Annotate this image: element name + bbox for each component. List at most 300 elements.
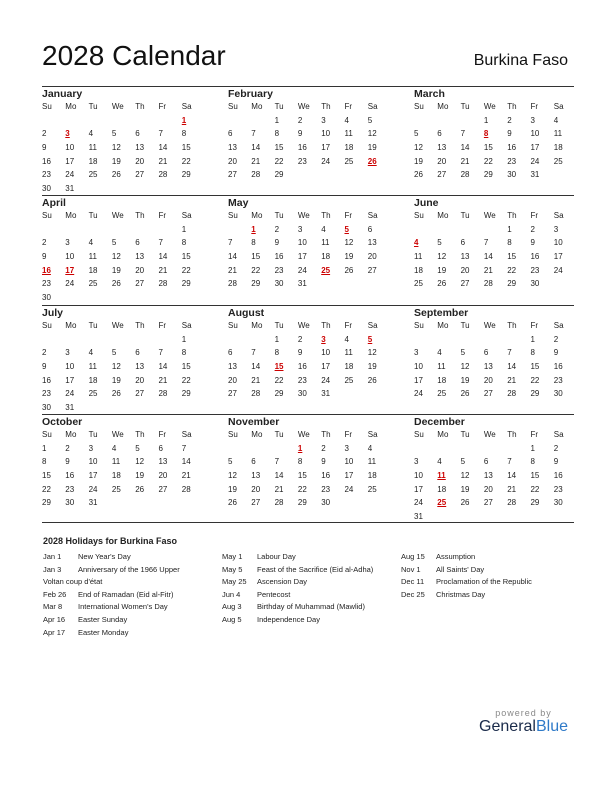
day: 11 (321, 238, 330, 248)
day: 8 (530, 457, 535, 467)
day: 16 (507, 143, 517, 153)
weekday-header: Mo (437, 430, 449, 440)
weekday-header: Fr (530, 211, 539, 221)
day: 29 (507, 279, 517, 289)
weekday-header: We (297, 430, 310, 440)
holiday-column (401, 551, 581, 601)
holiday-row (222, 589, 402, 602)
day: 26 (414, 170, 423, 180)
day: 4 (367, 443, 373, 453)
holiday-name: Ascension Day (257, 577, 308, 587)
weekday-header: Sa (367, 430, 378, 440)
day: 7 (158, 129, 163, 139)
day: 12 (111, 362, 121, 372)
day: 11 (344, 129, 353, 139)
holiday-day: 8 (483, 129, 489, 139)
day: 24 (65, 279, 75, 289)
day: 6 (251, 457, 256, 467)
weekday-header: Mo (437, 211, 449, 221)
weekday-header: Tu (274, 430, 284, 440)
weekday-header: Th (135, 102, 145, 112)
day: 29 (251, 279, 261, 289)
day: 5 (111, 348, 117, 358)
day: 19 (367, 143, 377, 153)
day: 9 (553, 348, 559, 358)
month-june (414, 197, 574, 291)
holiday-day: 15 (274, 362, 284, 372)
holiday-row (43, 614, 223, 627)
month-name: September (414, 307, 469, 319)
day: 1 (181, 224, 187, 234)
day: 10 (65, 362, 75, 372)
day: 31 (88, 498, 98, 508)
day: 23 (297, 375, 307, 385)
day: 13 (367, 238, 377, 248)
day: 8 (274, 129, 280, 139)
day: 9 (274, 238, 280, 248)
day: 24 (553, 265, 563, 275)
day: 16 (297, 143, 307, 153)
day: 20 (228, 375, 237, 385)
day: 25 (437, 389, 447, 399)
day: 10 (88, 457, 98, 467)
day: 19 (344, 252, 354, 262)
weekday-header: Fr (158, 211, 167, 221)
day: 3 (344, 443, 349, 453)
day: 4 (88, 129, 94, 139)
weekday-header: Su (414, 430, 424, 440)
holiday-day: 26 (367, 156, 377, 166)
day: 8 (42, 457, 47, 467)
day: 21 (158, 156, 168, 166)
day: 11 (414, 252, 423, 262)
day: 28 (274, 498, 284, 508)
weekday-header: Su (228, 321, 238, 331)
day: 3 (414, 348, 419, 358)
day: 6 (437, 129, 442, 139)
day: 4 (321, 224, 326, 234)
day: 19 (414, 156, 423, 166)
day: 15 (181, 143, 191, 153)
day: 27 (135, 389, 145, 399)
day: 12 (111, 143, 121, 153)
day: 26 (135, 484, 145, 494)
weekday-header: Tu (274, 321, 284, 331)
weekday-header: Sa (181, 102, 192, 112)
day: 22 (181, 156, 191, 166)
weekday-header: We (111, 102, 124, 112)
month-name: January (42, 88, 83, 100)
day: 16 (42, 156, 51, 166)
weekday-header: Tu (88, 321, 98, 331)
weekday-header: Su (414, 211, 424, 221)
day: 22 (530, 484, 540, 494)
day: 17 (553, 252, 563, 262)
holidays-title: 2028 Holidays for Burkina Faso (43, 536, 178, 546)
day: 24 (344, 484, 354, 494)
day: 10 (321, 348, 331, 358)
day: 11 (553, 129, 563, 139)
weekday-header: Fr (344, 321, 353, 331)
day: 22 (274, 375, 284, 385)
day: 24 (414, 498, 423, 508)
day: 17 (414, 484, 423, 494)
day: 16 (553, 471, 563, 481)
holiday-day: 3 (65, 129, 70, 139)
weekday-header: Sa (367, 102, 378, 112)
holiday-day: 4 (414, 238, 419, 248)
holiday-row (43, 551, 223, 564)
day: 9 (530, 238, 535, 248)
day: 21 (251, 156, 261, 166)
day: 23 (507, 156, 517, 166)
day: 13 (135, 252, 145, 262)
day: 26 (111, 170, 121, 180)
day: 18 (321, 252, 331, 262)
day: 19 (460, 375, 470, 385)
month-july (42, 307, 202, 414)
holiday-date: Mar 8 (43, 602, 63, 612)
day: 31 (65, 183, 75, 193)
brand-general: General (479, 718, 536, 735)
month-grid (42, 428, 202, 510)
month-december (414, 416, 574, 523)
day: 12 (414, 143, 423, 153)
holiday-name: Birthday of Muhammad (Mawlid) (257, 602, 365, 612)
holiday-date: Dec 11 (401, 577, 425, 587)
day: 7 (507, 457, 512, 467)
day: 16 (321, 471, 331, 481)
day: 29 (530, 498, 540, 508)
weekday-header: Th (321, 430, 331, 440)
day: 24 (530, 156, 540, 166)
month-april (42, 197, 202, 304)
month-name: February (228, 88, 273, 100)
holiday-name: Christmas Day (436, 589, 486, 599)
holiday-row (401, 589, 581, 602)
day: 13 (135, 362, 145, 372)
day: 27 (367, 265, 377, 275)
day: 12 (111, 252, 121, 262)
weekday-header: Sa (553, 102, 564, 112)
weekday-header: We (297, 321, 310, 331)
day: 7 (181, 443, 187, 453)
day: 5 (228, 457, 233, 467)
month-grid (42, 319, 202, 414)
holiday-name: Assumption (436, 552, 476, 561)
month-february (228, 88, 388, 182)
month-november (228, 416, 388, 510)
day: 26 (367, 375, 377, 385)
month-grid (228, 209, 388, 291)
weekday-header: We (297, 211, 310, 221)
day: 10 (553, 238, 563, 248)
holiday-day: 1 (297, 443, 303, 453)
day: 14 (251, 143, 261, 153)
holiday-date: Jun 4 (222, 589, 241, 599)
day: 17 (88, 471, 98, 481)
holiday-name: All Saints' Day (436, 564, 485, 574)
month-grid (414, 209, 574, 291)
day: 18 (437, 375, 447, 385)
day: 10 (414, 471, 423, 481)
day: 30 (507, 170, 517, 180)
day: 11 (437, 362, 446, 372)
weekday-header: Fr (344, 211, 353, 221)
month-name: March (414, 88, 445, 100)
day: 9 (297, 129, 303, 139)
holiday-name: Easter Sunday (78, 614, 128, 624)
day: 23 (297, 156, 307, 166)
day: 27 (483, 498, 493, 508)
day: 4 (553, 115, 559, 125)
day: 18 (437, 484, 447, 494)
day: 6 (228, 129, 233, 139)
weekday-header: We (483, 102, 496, 112)
holiday-name: Feast of the Sacrifice (Eid al-Adha) (257, 564, 374, 574)
day: 9 (297, 348, 303, 358)
day: 13 (135, 143, 145, 153)
day: 8 (181, 238, 187, 248)
day: 1 (507, 224, 512, 234)
day: 20 (483, 484, 493, 494)
weekday-header: Mo (251, 102, 263, 112)
holiday-row (43, 564, 223, 577)
day: 28 (507, 498, 517, 508)
day: 22 (181, 375, 191, 385)
day: 25 (88, 170, 98, 180)
day: 20 (367, 252, 377, 262)
day: 22 (530, 375, 540, 385)
day: 30 (530, 279, 540, 289)
holiday-column (43, 551, 223, 639)
day: 3 (414, 457, 419, 467)
weekday-header: Sa (181, 321, 192, 331)
weekday-header: Mo (65, 430, 77, 440)
day: 30 (65, 498, 75, 508)
day: 6 (483, 348, 489, 358)
day: 21 (507, 375, 517, 385)
holiday-name: End of Ramadan (Eid al-Fitr) (78, 589, 174, 599)
day: 20 (437, 156, 447, 166)
day: 2 (321, 443, 326, 453)
day: 15 (274, 143, 284, 153)
day: 28 (460, 170, 470, 180)
day: 19 (111, 375, 121, 385)
day: 9 (507, 129, 512, 139)
day: 25 (111, 484, 121, 494)
day: 23 (274, 265, 284, 275)
day: 7 (483, 238, 489, 248)
weekday-header: Fr (158, 102, 167, 112)
weekday-header: Su (42, 211, 52, 221)
weekday-header: Fr (344, 102, 353, 112)
day: 2 (553, 443, 559, 453)
day: 11 (88, 362, 97, 372)
brand-blue: Blue (535, 718, 568, 735)
holiday-name: Pentecost (257, 589, 291, 599)
day: 9 (553, 457, 559, 467)
day: 29 (483, 170, 493, 180)
day: 14 (228, 252, 237, 262)
day: 29 (530, 389, 540, 399)
day: 19 (437, 265, 447, 275)
day: 10 (344, 457, 354, 467)
weekday-header: Mo (437, 102, 449, 112)
day: 13 (251, 471, 261, 481)
day: 24 (414, 389, 423, 399)
month-grid (414, 100, 574, 182)
day: 22 (483, 156, 493, 166)
day: 13 (460, 252, 470, 262)
day: 27 (251, 498, 261, 508)
day: 28 (181, 484, 191, 494)
day: 18 (553, 143, 563, 153)
day: 22 (507, 265, 517, 275)
weekday-header: Su (414, 321, 424, 331)
holiday-row (222, 601, 402, 614)
day: 20 (228, 156, 237, 166)
day: 1 (483, 115, 489, 125)
day: 23 (530, 265, 540, 275)
day: 3 (321, 115, 326, 125)
day: 28 (158, 279, 168, 289)
day: 20 (135, 375, 145, 385)
day: 20 (460, 265, 470, 275)
day: 17 (344, 471, 354, 481)
day: 6 (158, 443, 163, 453)
day: 17 (297, 252, 307, 262)
day: 21 (251, 375, 261, 385)
day: 21 (507, 484, 517, 494)
month-name: December (414, 416, 465, 428)
brand-logo (479, 708, 568, 736)
day: 18 (88, 375, 98, 385)
day: 25 (344, 375, 354, 385)
day: 2 (274, 224, 280, 234)
day: 10 (65, 252, 75, 262)
day: 5 (460, 457, 466, 467)
month-grid (42, 100, 202, 195)
day: 3 (65, 348, 70, 358)
weekday-header: Mo (65, 321, 77, 331)
day: 23 (42, 279, 51, 289)
day: 27 (135, 279, 145, 289)
day: 11 (344, 348, 353, 358)
weekday-header: Tu (274, 211, 284, 221)
day: 4 (344, 334, 349, 344)
day: 19 (460, 484, 470, 494)
day: 18 (344, 362, 354, 372)
month-may (228, 197, 388, 291)
day: 1 (181, 334, 187, 344)
day: 28 (251, 170, 261, 180)
day: 12 (367, 129, 377, 139)
weekday-header: Mo (251, 430, 263, 440)
holiday-day: 1 (181, 115, 187, 125)
holiday-date: Feb 26 (43, 589, 67, 599)
weekday-header: Tu (88, 102, 98, 112)
day: 7 (507, 348, 512, 358)
day: 1 (530, 443, 535, 453)
day: 12 (228, 471, 237, 481)
holiday-row (222, 551, 402, 564)
day: 7 (228, 238, 233, 248)
weekday-header: Th (507, 211, 517, 221)
holiday-row (43, 589, 223, 602)
day: 20 (251, 484, 261, 494)
day: 9 (42, 362, 47, 372)
holiday-day: 3 (321, 334, 326, 344)
day: 9 (65, 457, 70, 467)
day: 28 (507, 389, 517, 399)
day: 12 (460, 362, 470, 372)
day: 17 (321, 143, 331, 153)
day: 19 (111, 156, 121, 166)
weekday-header: We (111, 430, 124, 440)
day: 2 (507, 115, 512, 125)
weekday-header: Fr (530, 102, 539, 112)
holiday-name: Anniversary of the 1966 Upper (78, 564, 180, 574)
month-name: July (42, 307, 64, 319)
day: 10 (297, 238, 307, 248)
day: 13 (483, 471, 493, 481)
month-name: August (228, 307, 265, 319)
country-name: Burkina Faso (473, 52, 568, 69)
day: 13 (228, 362, 237, 372)
day: 24 (65, 389, 75, 399)
holiday-row (222, 576, 402, 589)
day: 11 (88, 143, 97, 153)
day: 6 (135, 348, 140, 358)
day: 25 (553, 156, 563, 166)
day: 10 (414, 362, 423, 372)
weekday-header: We (483, 211, 496, 221)
day: 21 (228, 265, 237, 275)
weekday-header: We (297, 102, 310, 112)
day: 12 (135, 457, 145, 467)
weekday-header: Su (414, 102, 424, 112)
day: 2 (297, 115, 303, 125)
day: 3 (65, 238, 70, 248)
day: 5 (414, 129, 419, 139)
holiday-day: 1 (251, 224, 256, 234)
day: 21 (158, 265, 168, 275)
day: 28 (158, 389, 168, 399)
holiday-date: May 1 (222, 552, 243, 561)
holiday-row (401, 551, 581, 564)
holiday-row (222, 564, 402, 577)
day: 20 (483, 375, 493, 385)
weekday-header: Tu (88, 430, 98, 440)
weekday-header: Th (135, 321, 145, 331)
day: 8 (181, 348, 187, 358)
day: 31 (321, 389, 331, 399)
month-grid (228, 428, 388, 510)
day: 2 (42, 129, 47, 139)
holiday-name: Independence Day (257, 614, 320, 624)
day: 7 (251, 348, 256, 358)
day: 25 (88, 389, 98, 399)
day: 14 (274, 471, 284, 481)
holiday-name: Labour Day (257, 552, 296, 561)
day: 15 (530, 471, 540, 481)
day: 30 (42, 183, 51, 193)
day: 15 (251, 252, 261, 262)
holiday-name: Proclamation of the Republic (436, 577, 532, 587)
weekday-header: We (483, 430, 496, 440)
day: 16 (274, 252, 284, 262)
